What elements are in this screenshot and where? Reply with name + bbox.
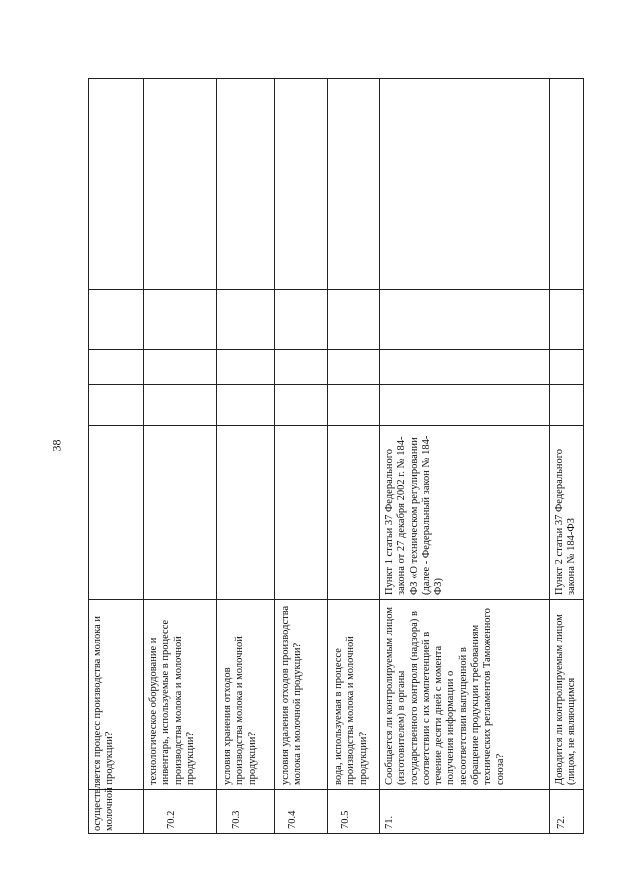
table-row xyxy=(144,599,216,789)
table-row xyxy=(275,599,327,789)
reference-cell: Пункт 1 статьи 37 Федерального закона от 27 декабря 2002 г. № 184-ФЗ «О техническом регулировании (далее - Федеральный закон № 184-ФЗ) xyxy=(384,435,445,595)
question-cell: условия удаления отходов производства молока и молочной продукции? xyxy=(280,605,304,785)
table-row xyxy=(275,789,327,835)
question-cell: технологическое оборудование и инвентарь, используемые в процессе производства молока и молочной продукции? xyxy=(148,619,196,785)
table-row xyxy=(328,599,379,789)
table-row xyxy=(380,789,549,835)
item-number: 70.5 xyxy=(340,810,351,829)
page-number: 38 xyxy=(49,439,64,452)
checklist-table xyxy=(88,78,584,834)
item-number: 70.2 xyxy=(166,810,177,829)
table-row xyxy=(89,599,143,835)
question-cell: Сообщается ли контролируемым лицом (изготовителем) в органы государственного контроля (надзора) в соответствии с их компетенцией в течение десяти дней с момента получения информации о несоответствии выпущенной в обращение продукции требованиям технических регламентов Таможенного союза? xyxy=(384,607,506,785)
column-divider xyxy=(89,384,583,385)
table-row xyxy=(380,425,549,599)
column-divider xyxy=(89,289,583,290)
table-row xyxy=(550,789,585,835)
question-cell: вода, используемая в процессе производства молока и молочной продукции? xyxy=(333,636,369,785)
reference-cell: Пункт 2 статьи 37 Федерального закона № 184-ФЗ xyxy=(554,448,578,595)
table-row xyxy=(550,599,585,789)
table-row xyxy=(380,599,549,789)
question-cell: осуществляется процесс производства молока и молочной продукции? xyxy=(92,615,116,831)
table-row xyxy=(328,789,379,835)
item-number: 72. xyxy=(556,815,567,829)
table-row xyxy=(550,425,585,599)
item-number: 71. xyxy=(384,815,395,829)
column-divider xyxy=(89,349,583,350)
question-cell: Доводится ли контролируемым лицом (лицом, не являющимся xyxy=(554,614,578,785)
table-row xyxy=(144,789,216,835)
table-row xyxy=(217,789,274,835)
question-cell: условия хранения отходов производства молока и молочной продукции? xyxy=(222,636,258,785)
item-number: 70.4 xyxy=(287,810,298,829)
table-row xyxy=(217,599,274,789)
item-number: 70.3 xyxy=(231,810,242,829)
